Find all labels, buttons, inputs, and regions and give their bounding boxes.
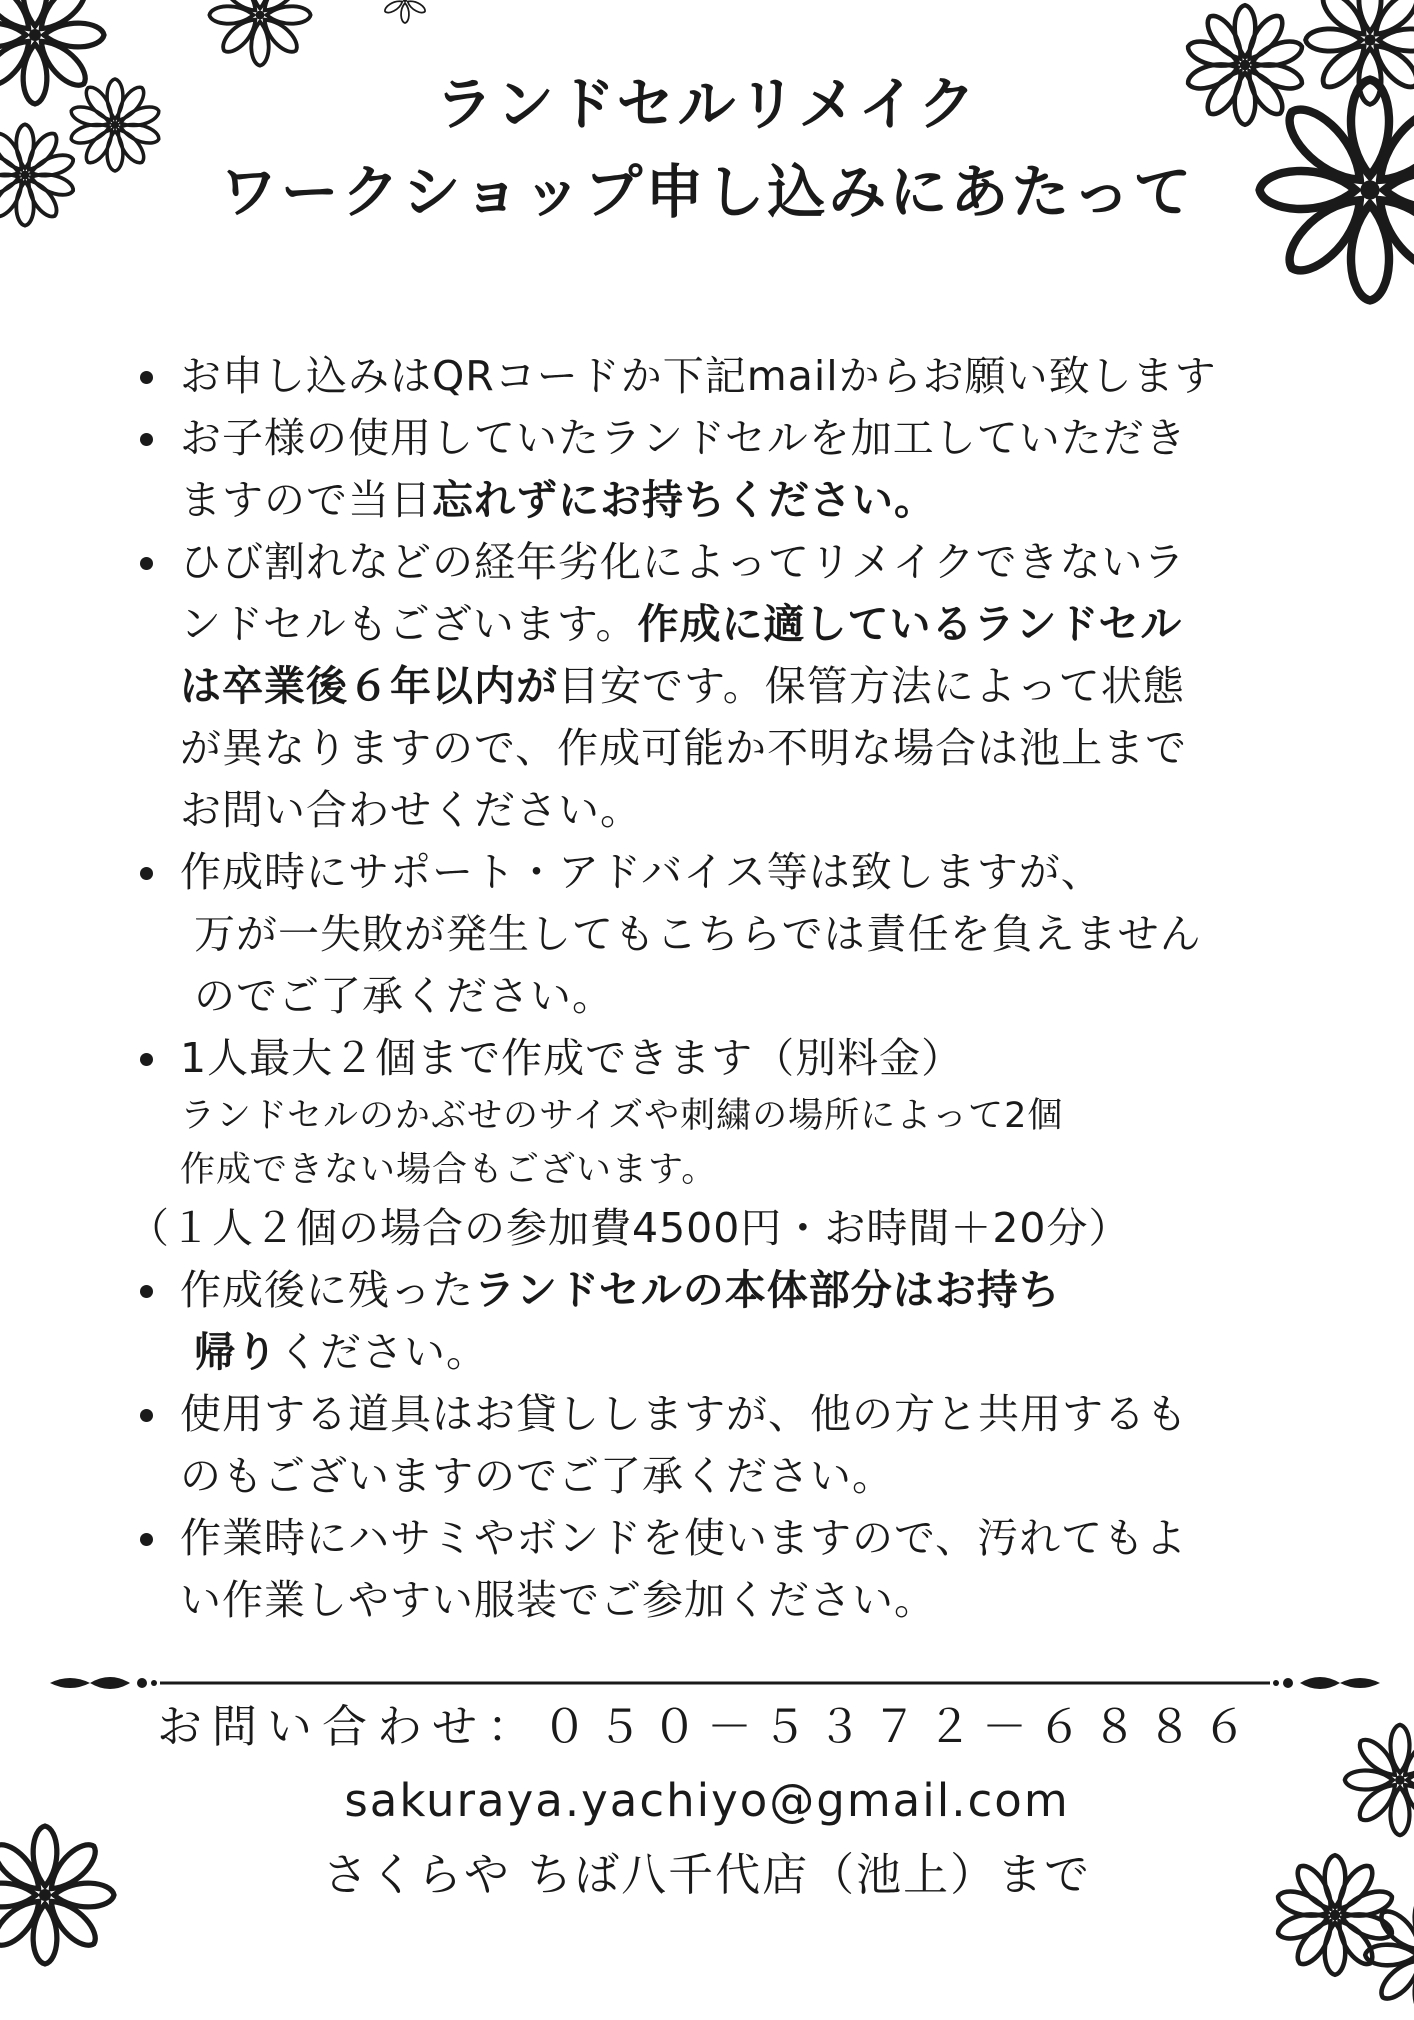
list-item (128, 345, 1278, 407)
item-line: が異なりますので、作成可能か不明な場合は池上まで (180, 724, 1188, 772)
contact-email[interactable]: sakuraya.yachiyo@gmail.com (344, 1774, 1070, 1827)
fee-note: （１人２個の場合の参加費4500円・お時間＋20分） (128, 1204, 1131, 1252)
item-line: 作成後に残ったランドセルの本体部分はお持ち (180, 1266, 1061, 1314)
item-line: は卒業後６年以内が目安です。保管方法によって状態 (180, 662, 1185, 710)
flower-icon (380, 0, 430, 25)
item-line: 1人最大２個まで作成できます（別料金） (180, 1034, 964, 1082)
item-line: 作成時にサポート・アドバイス等は致しますが、 (180, 848, 1103, 896)
emphasis-text: ランドセルの本体部分はお持ち (474, 1266, 1061, 1314)
item-line: お問い合わせください。 (180, 786, 642, 834)
list-item (128, 531, 1278, 841)
emphasis-text: 帰り (194, 1328, 278, 1376)
list-item (128, 1259, 1278, 1383)
item-line: のもございますのでご了承ください。 (180, 1452, 894, 1500)
list-item (128, 841, 1278, 1027)
list-item (128, 1383, 1278, 1507)
page-title (0, 60, 1414, 236)
notice-list (128, 345, 1278, 1631)
title-line-1: ランドセルリメイク (435, 70, 979, 138)
item-line: ランドセルのかぶせのサイズや刺繍の場所によって2個 (180, 1096, 1064, 1136)
emphasis-text: 作成に適しているランドセル (637, 600, 1183, 648)
list-item (128, 1507, 1278, 1631)
item-line: ひび割れなどの経年劣化によってリメイクできないラ (180, 538, 1186, 586)
title-line-2: ワークショップ申し込みにあたって (219, 158, 1195, 226)
emphasis-text: 忘れずにお持ちください (432, 476, 894, 524)
item-line: 作業時にハサミやボンドを使いますので、汚れてもよ (180, 1514, 1188, 1562)
item-line: お子様の使用していたランドセルを加工していただき (180, 414, 1187, 462)
contact-store: さくらや ちば八千代店（池上）まで (322, 1848, 1092, 1901)
item-line: 万が一失敗が発生してもこちらでは責任を負えません (194, 910, 1202, 958)
list-item (128, 407, 1278, 531)
contact-block (0, 1690, 1414, 1912)
emphasis-text: は卒業後６年以内が (180, 662, 558, 710)
item-line: 作成できない場合もございます。 (180, 1150, 718, 1190)
list-item (128, 1027, 1278, 1197)
item-line: のでご了承ください。 (194, 972, 614, 1020)
item-line: お申し込みはQRコードか下記mailからお願い致します (180, 352, 1217, 400)
item-line: 帰りください。 (194, 1328, 488, 1376)
item-line: 使用する道具はお貸ししますが、他の方と共用するも (180, 1390, 1188, 1438)
item-line: ンドセルもございます。作成に適しているランドセル (180, 600, 1183, 648)
contact-phone: お問い合わせ：０５０－５３７２－６８８６ (156, 1700, 1257, 1753)
item-line: ますので当日忘れずにお持ちください。 (180, 476, 936, 524)
item-line: い作業しやすい服装でご参加ください。 (180, 1576, 936, 1624)
